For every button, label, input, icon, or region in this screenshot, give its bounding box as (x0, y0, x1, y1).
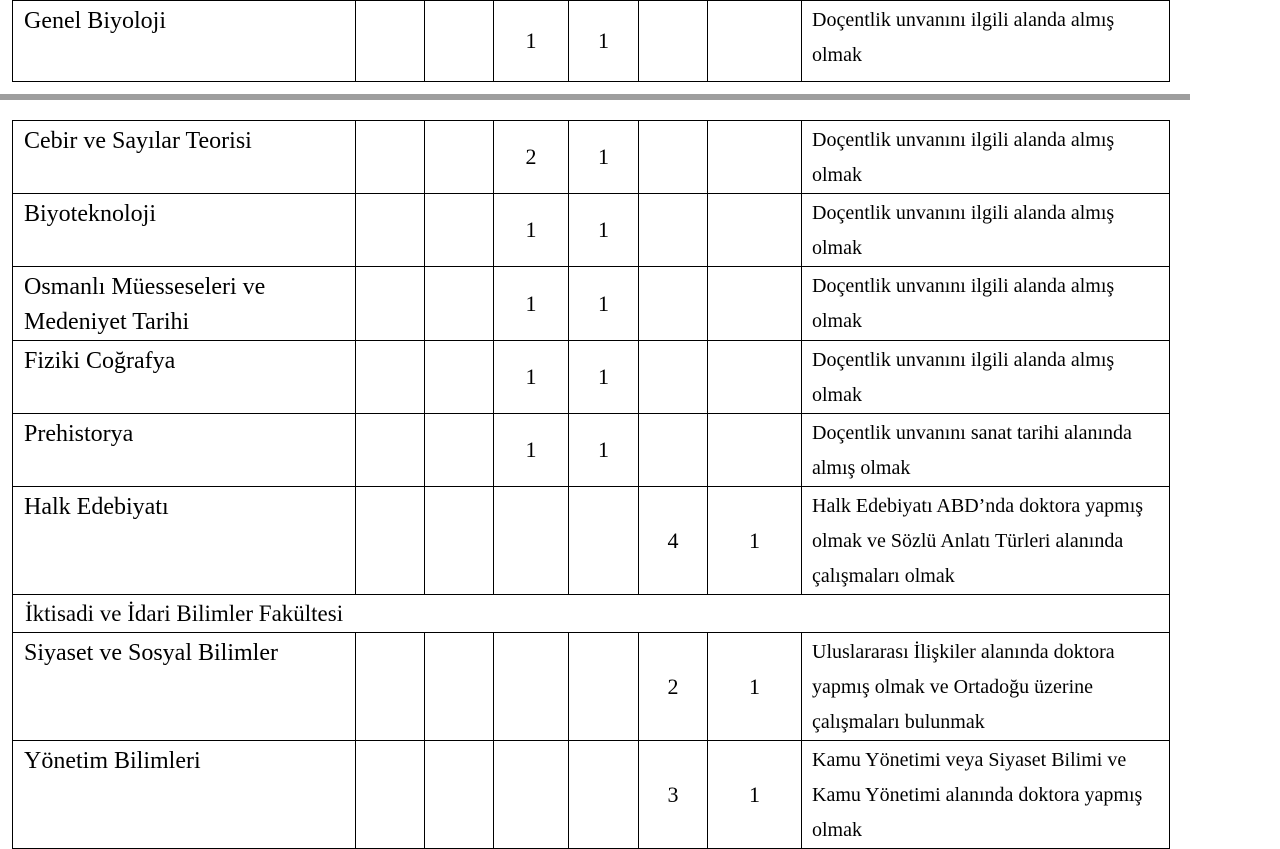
table-continuation-line (493, 836, 494, 846)
empty-cell (425, 121, 494, 194)
count-cell (708, 267, 802, 341)
table-continuation-line (355, 836, 356, 846)
requirement-cell: Doçentlik unvanını ilgili alanda almış olmak (802, 341, 1170, 414)
empty-cell (425, 341, 494, 414)
table-continuation-line (638, 836, 639, 846)
count-cell: 1 (494, 1, 569, 82)
staff-table (12, 120, 1170, 849)
page-break-divider (0, 94, 1190, 100)
empty-cell (425, 414, 494, 487)
table-row (13, 1, 1170, 82)
requirement-cell: Uluslararası İlişkiler alanında doktora yapmış olmak ve Ortadoğu üzerine çalışmaları bulunmak (802, 633, 1170, 741)
count-cell: 1 (708, 633, 802, 741)
count-cell: 1 (494, 267, 569, 341)
course-name-cell: Yönetim Bilimleri (13, 741, 356, 849)
requirement-cell: Halk Edebiyatı ABD’nda doktora yapmış olmak ve Sözlü Anlatı Türleri alanında çalışmaları olmak (802, 487, 1170, 595)
course-name-cell: Siyaset ve Sosyal Bilimler (13, 633, 356, 741)
table-row (13, 267, 1170, 341)
table-continuation-line (424, 836, 425, 846)
table-row (13, 487, 1170, 595)
requirement-cell: Kamu Yönetimi veya Siyaset Bilimi ve Kamu Yönetimi alanında doktora yapmış olmak (802, 741, 1170, 849)
count-cell: 1 (494, 341, 569, 414)
section-header-row (13, 595, 1170, 633)
count-cell: 1 (569, 267, 639, 341)
count-cell: 1 (494, 194, 569, 267)
count-cell: 1 (569, 1, 639, 82)
count-cell: 4 (639, 487, 708, 595)
count-cell (639, 341, 708, 414)
count-cell (708, 1, 802, 82)
requirement-cell: Doçentlik unvanını ilgili alanda almış olmak (802, 1, 1170, 82)
count-cell: 2 (639, 633, 708, 741)
count-cell: 1 (708, 487, 802, 595)
empty-cell (425, 194, 494, 267)
count-cell (494, 487, 569, 595)
requirement-cell: Doçentlik unvanını ilgili alanda almış olmak (802, 121, 1170, 194)
course-name-cell: Genel Biyoloji (13, 1, 356, 82)
requirement-cell: Doçentlik unvanını ilgili alanda almış olmak (802, 194, 1170, 267)
empty-cell (425, 741, 494, 849)
requirement-cell: Doçentlik unvanını ilgili alanda almış olmak (802, 267, 1170, 341)
course-name-cell: Cebir ve Sayılar Teorisi (13, 121, 356, 194)
count-cell (639, 414, 708, 487)
count-cell: 1 (569, 414, 639, 487)
table-continuation-line (707, 836, 708, 846)
count-cell: 1 (708, 741, 802, 849)
requirement-cell: Doçentlik unvanını sanat tarihi alanında almış olmak (802, 414, 1170, 487)
table-row (13, 633, 1170, 741)
count-cell: 1 (569, 341, 639, 414)
count-cell (569, 633, 639, 741)
table-row (13, 414, 1170, 487)
count-cell (639, 1, 708, 82)
table-continuation-line (12, 836, 13, 846)
count-cell (708, 194, 802, 267)
count-cell (708, 121, 802, 194)
table-row (13, 194, 1170, 267)
count-cell (639, 121, 708, 194)
count-cell (708, 341, 802, 414)
count-cell: 1 (494, 414, 569, 487)
section-header: İktisadi ve İdari Bilimler Fakültesi (13, 595, 1170, 633)
count-cell: 2 (494, 121, 569, 194)
count-cell: 1 (569, 194, 639, 267)
count-cell (569, 741, 639, 849)
count-cell (569, 487, 639, 595)
empty-cell (425, 1, 494, 82)
count-cell (708, 414, 802, 487)
staff-table-top (12, 0, 1170, 82)
count-cell (639, 194, 708, 267)
empty-cell (425, 633, 494, 741)
empty-cell (356, 633, 425, 741)
count-cell (494, 741, 569, 849)
count-cell (639, 267, 708, 341)
course-name-cell: Prehistorya (13, 414, 356, 487)
table-continuation-line (801, 836, 802, 846)
course-name-cell: Biyoteknoloji (13, 194, 356, 267)
empty-cell (356, 121, 425, 194)
table-row (13, 741, 1170, 849)
table-continuation-line (568, 836, 569, 846)
table-row (13, 341, 1170, 414)
course-name-cell: Fiziki Coğrafya (13, 341, 356, 414)
count-cell (494, 633, 569, 741)
empty-cell (356, 194, 425, 267)
table-continuation-line (1169, 836, 1170, 846)
course-name-cell: Halk Edebiyatı (13, 487, 356, 595)
empty-cell (356, 341, 425, 414)
table-row (13, 121, 1170, 194)
empty-cell (356, 267, 425, 341)
empty-cell (356, 414, 425, 487)
empty-cell (356, 741, 425, 849)
empty-cell (356, 1, 425, 82)
empty-cell (425, 487, 494, 595)
empty-cell (356, 487, 425, 595)
count-cell: 1 (569, 121, 639, 194)
course-name-cell: Osmanlı Müesseseleri ve Medeniyet Tarihi (13, 267, 356, 341)
count-cell: 3 (639, 741, 708, 849)
empty-cell (425, 267, 494, 341)
